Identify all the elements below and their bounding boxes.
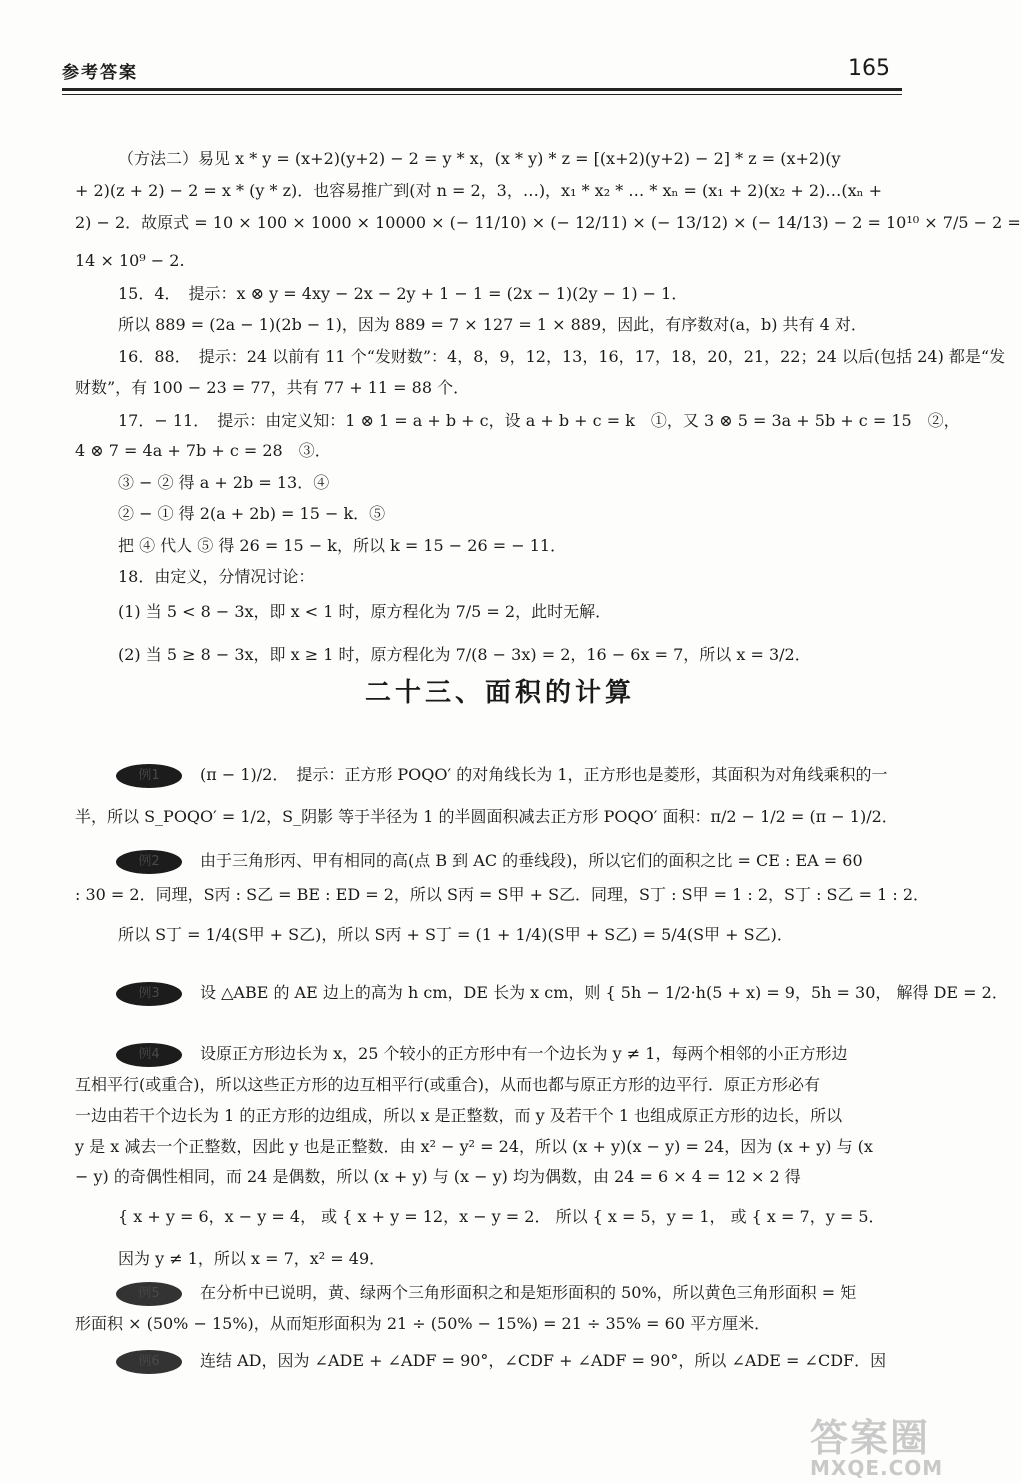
example-badge: 例2 [116, 850, 182, 874]
watermark-url: MXQE.COM [810, 1456, 944, 1480]
text-line: y 是 x 减去一个正整数，因此 y 也是正整数．由 x² − y² = 24，所以 (x + y)(x − y) = 24，因为 (x + y) 与 (x [75, 1137, 873, 1156]
text-line: (2) 当 5 ≥ 8 − 3x，即 x ≥ 1 时，原方程化为 7/(8 − 3x) = 2，16 − 6x = 7，所以 x = 3/2． [118, 645, 811, 664]
text-line: 设 △ABE 的 AE 边上的高为 h cm，DE 长为 x cm，则 { 5h − 1/2·h(5 + x) = 9，5h = 30， 解得 DE = 2． [200, 983, 1008, 1002]
example-badge: 例3 [116, 982, 182, 1006]
text-line: 14 × 10⁹ − 2. [75, 251, 185, 270]
text-line: 在分析中已说明，黄、绿两个三角形面积之和是矩形面积的 50%，所以黄色三角形面积 = 矩 [200, 1283, 857, 1302]
text-line: { x + y = 6，x − y = 4， 或 { x + y = 12，x − y = 2． 所以 { x = 5，y = 1， 或 { x = 7，y = 5． [118, 1207, 885, 1226]
watermark-logo-text: 答案圈 [810, 1416, 931, 1460]
text-line: (π − 1)/2． 提示：正方形 POQO′ 的对角线长为 1，正方形也是菱形，其面积为对角线乘积的一 [200, 765, 888, 784]
text-line: 形面积 × (50% − 15%)，从而矩形面积为 21 ÷ (50% − 15%) = 21 ÷ 35% = 60 平方厘米． [75, 1314, 771, 1333]
text-line: 半，所以 S_POQO′ = 1/2，S_阴影 等于半径为 1 的半圆面积减去正方形 POQO′ 面积：π/2 − 1/2 = (π − 1)/2． [75, 807, 898, 826]
text-line: 所以 889 = (2a − 1)(2b − 1)，因为 889 = 7 × 127 = 1 × 889，因此，有序数对(a，b) 共有 4 对． [118, 315, 867, 334]
text-line: 因为 y ≠ 1，所以 x = 7，x² = 49． [118, 1249, 386, 1268]
text-line: 连结 AD，因为 ∠ADE + ∠ADF = 90°，∠CDF + ∠ADF = 90°，所以 ∠ADE = ∠CDF．因 [200, 1351, 887, 1370]
text-line: 4 ⊗ 7 = 4a + 7b + c = 28 ③． [75, 441, 331, 460]
running-header: 参考答案 [62, 63, 138, 83]
text-line: 财数”，有 100 − 23 = 77，共有 77 + 11 = 88 个． [75, 378, 470, 397]
text-line: + 2)(z + 2) − 2 = x * (y * z)．也容易推广到(对 n = 2，3，…)，x₁ * x₂ * … * xₙ = (x₁ + 2)(x₂ + 2)…(xₙ + [75, 181, 883, 200]
example-badge: 例4 [116, 1043, 182, 1067]
example-badge: 例1 [116, 764, 182, 788]
text-line: 设原正方形边长为 x，25 个较小的正方形中有一个边长为 y ≠ 1，每两个相邻的小正方形边 [200, 1044, 848, 1063]
text-line: 由于三角形丙、甲有相同的高(点 B 到 AC 的垂线段)，所以它们的面积之比 = CE : EA = 60 [200, 851, 863, 870]
text-line: 互相平行(或重合)，所以这些正方形的边互相平行(或重合)，从而也都与原正方形的边平行．原正方形必有 [75, 1075, 820, 1094]
text-line: ③ − ② 得 a + 2b = 13．④ [118, 473, 330, 492]
text-line: ② − ① 得 2(a + 2b) = 15 − k．⑤ [118, 504, 386, 523]
section-heading: 二十三、面积的计算 [364, 678, 635, 708]
text-line: 2) − 2．故原式 = 10 × 100 × 1000 × 10000 × (− 11/10) × (− 12/11) × (− 13/12) × (− 14/13) − 2 = 10¹⁰ × 7/5 − 2 = [75, 213, 1021, 232]
text-line: 把 ④ 代人 ⑤ 得 26 = 15 − k，所以 k = 15 − 26 = − 11． [118, 536, 567, 555]
header-rule-thin [62, 94, 902, 95]
text-line: 所以 S丁 = 1/4(S甲 + S乙)，所以 S丙 + S丁 = (1 + 1/4)(S甲 + S乙) = 5/4(S甲 + S乙)． [118, 925, 793, 944]
text-line: (1) 当 5 < 8 − 3x，即 x < 1 时，原方程化为 7/5 = 2，此时无解． [118, 602, 612, 621]
example-badge: 例6 [116, 1350, 182, 1374]
site-watermark [810, 1418, 990, 1478]
text-line: 17．− 11． 提示：由定义知：1 ⊗ 1 = a + b + c，设 a + b + c = k ①，又 3 ⊗ 5 = 3a + 5b + c = 15 ②， [118, 411, 960, 430]
text-line: （方法二）易见 x * y = (x+2)(y+2) − 2 = y * x，(x * y) * z = [(x+2)(y+2) − 2] * z = (x+2)(y [118, 149, 841, 168]
example-badge: 例5 [116, 1282, 182, 1306]
header-rule [62, 88, 902, 91]
text-line: 16．88． 提示：24 以前有 11 个“发财数”：4，8，9，12，13，16，17，18，20，21，22；24 以后(包括 24) 都是“发 [118, 347, 1006, 366]
text-line: 18．由定义，分情况讨论： [118, 567, 315, 586]
text-line: 15．4． 提示：x ⊗ y = 4xy − 2x − 2y + 1 − 1 = (2x − 1)(2y − 1) − 1． [118, 284, 688, 303]
text-line: 一边由若干个边长为 1 的正方形的边组成，所以 x 是正整数，而 y 及若干个 1 也组成原正方形的边长，所以 [75, 1106, 843, 1125]
text-line: − y) 的奇偶性相同，而 24 是偶数，所以 (x + y) 与 (x − y) 均为偶数，由 24 = 6 × 4 = 12 × 2 得 [75, 1167, 801, 1186]
page-number: 165 [848, 56, 890, 81]
text-line: : 30 = 2．同理，S丙 : S乙 = BE : ED = 2，所以 S丙 = S甲 + S乙．同理，S丁 : S甲 = 1 : 2，S丁 : S乙 = 1 : 2． [75, 885, 930, 904]
